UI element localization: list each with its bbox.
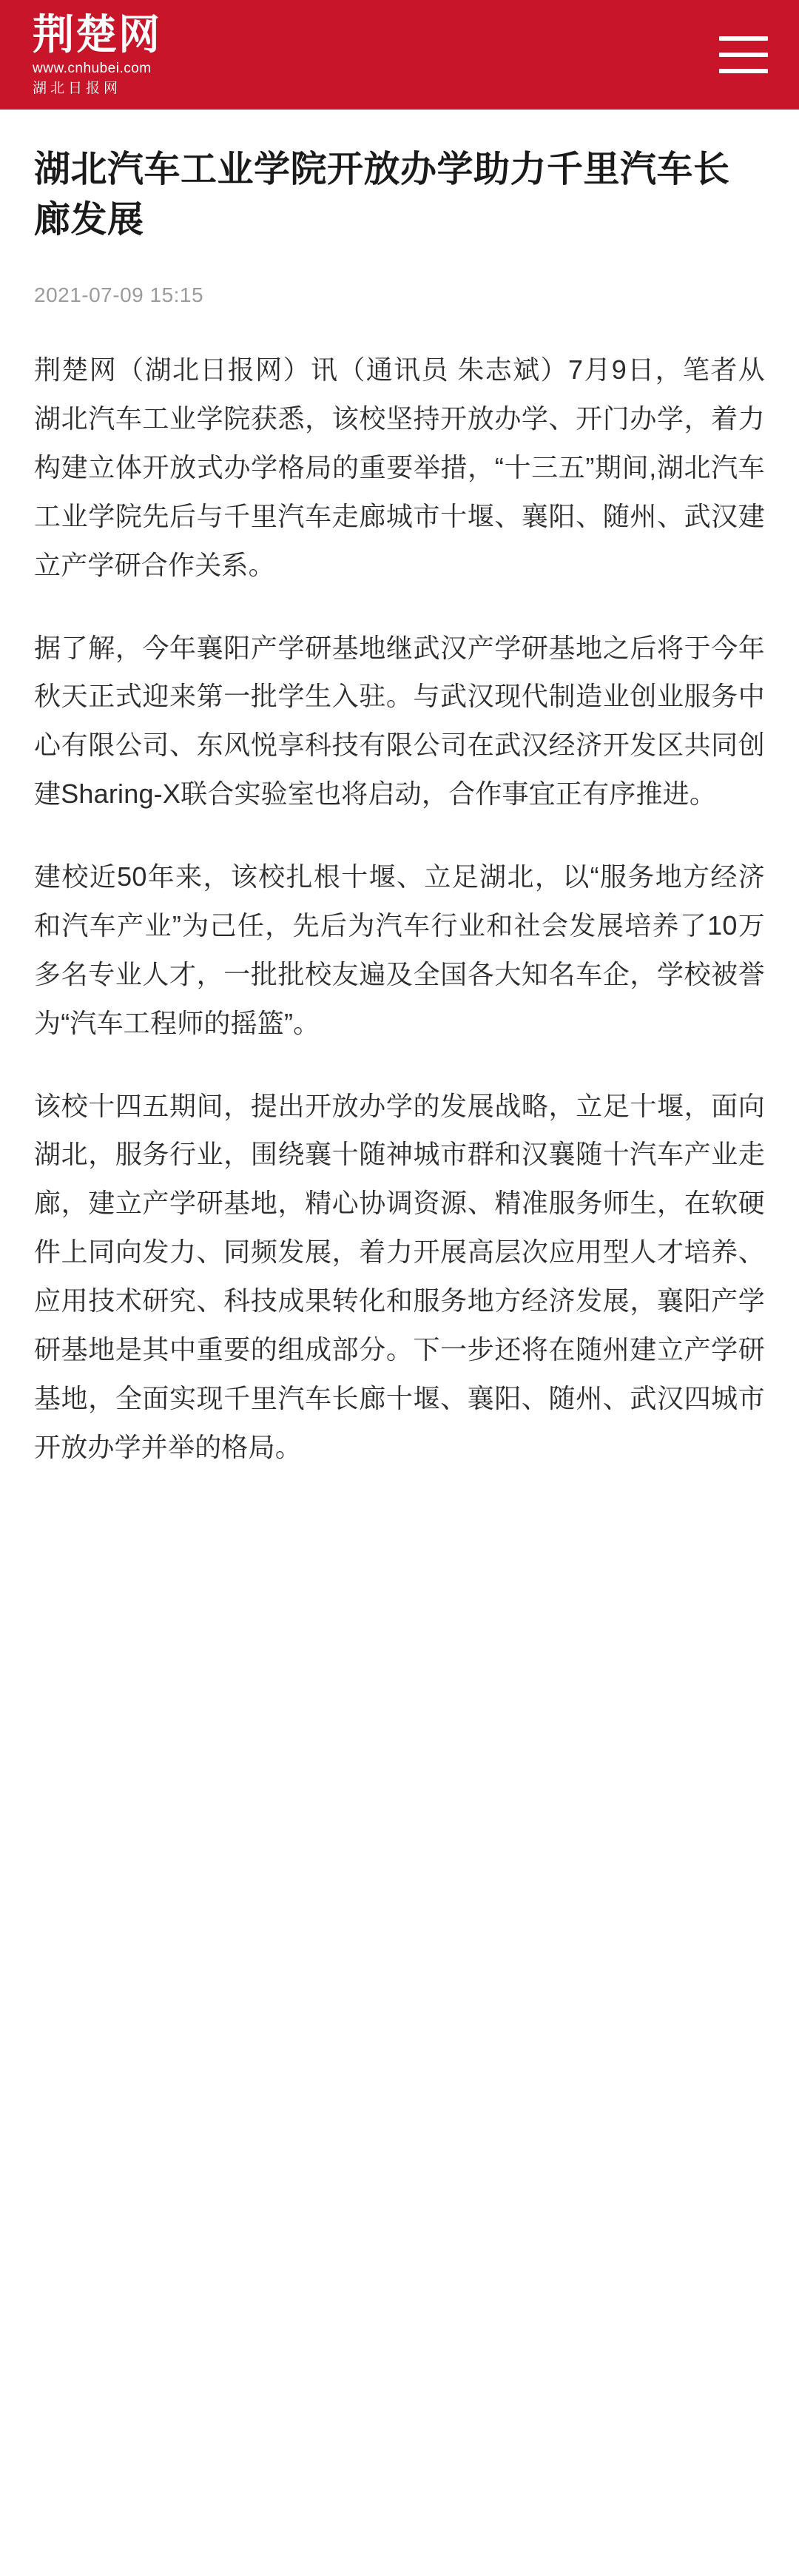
article-container [0, 110, 799, 1516]
brand-name: 荆楚网 [33, 10, 161, 59]
brand-url: www.cnhubei.com [33, 60, 152, 76]
menu-bar-3 [719, 69, 768, 73]
site-logo[interactable] [33, 10, 161, 96]
article-timestamp: 2021-07-09 15:15 [34, 283, 204, 307]
page-title: 湖北汽车工业学院开放办学助力千里汽车长廊发展 [34, 149, 730, 240]
site-header [0, 0, 799, 110]
article-paragraph: 建校近50年来，该校扎根十堰、立足湖北，以“服务地方经济和汽车产业”为己任，先后为汽车行业和社会发展培养了10万多名专业人才，一批批校友遍及全国各大知名车企，学校被誉为“汽车工程师的摇篮”。 [34, 861, 765, 1038]
article-paragraph: 据了解，今年襄阳产学研基地继武汉产学研基地之后将于今年秋天正式迎来第一批学生入驻。与武汉现代制造业创业服务中心有限公司、东风悦享科技有限公司在武汉经济开发区共同创建Sharing-X联合实验室也将启动，合作事宜正有序推进。 [34, 632, 765, 810]
menu-bar-1 [719, 36, 768, 41]
hamburger-menu-icon[interactable] [719, 36, 768, 73]
article-paragraph: 荆楚网（湖北日报网）讯（通讯员 朱志斌）7月9日，笔者从湖北汽车工业学院获悉，该校坚持开放办学、开门办学，着力构建立体开放式办学格局的重要举措，“十三五”期间,湖北汽车工业学院先后与千里汽车走廊城市十堰、襄阳、随州、武汉建立产学研合作关系。 [34, 354, 765, 580]
menu-bar-2 [719, 53, 768, 57]
article-paragraph: 该校十四五期间，提出开放办学的发展战略，立足十堰，面向湖北，服务行业，围绕襄十随神城市群和汉襄随十汽车产业走廊，建立产学研基地，精心协调资源、精准服务师生，在软硬件上同向发力、同频发展，着力开展高层次应用型人才培养、应用技术研究、科技成果转化和服务地方经济发展，襄阳产学研基地是其中重要的组成部分。下一步还将在随州建立产学研基地，全面实现千里汽车长廊十堰、襄阳、随州、武汉四城市开放办学并举的格局。 [34, 1090, 765, 1462]
article-body [34, 346, 765, 1471]
brand-subtitle: 湖北日报网 [33, 80, 122, 96]
